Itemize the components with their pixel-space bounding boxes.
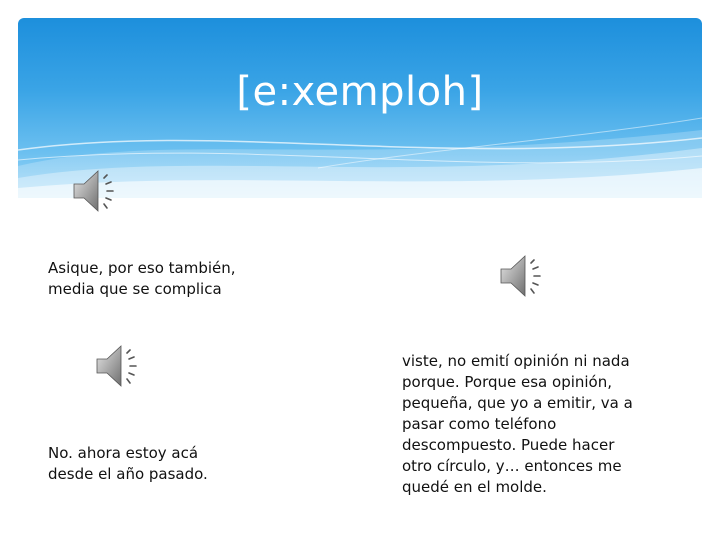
speaker-icon <box>497 251 549 301</box>
audio-speaker-3[interactable] <box>93 341 145 391</box>
speaker-icon <box>70 166 122 216</box>
text-block-right: viste, no emití opinión ni nada porque. Porque esa opinión, pequeña, que yo a emitir, va a pasar como teléfono descompuesto. Puede hacer otro círculo, y… entonces me quedé en el molde. <box>402 352 633 496</box>
speaker-icon <box>93 341 145 391</box>
audio-speaker-1[interactable] <box>70 166 122 216</box>
text-block-top-left: Asique, por eso también, media que se complica <box>48 259 236 298</box>
slide-title: [e:xemploh] <box>236 69 484 115</box>
text-block-bottom-left: No. ahora estoy acá desde el año pasado. <box>48 444 208 483</box>
audio-speaker-2[interactable] <box>497 251 549 301</box>
